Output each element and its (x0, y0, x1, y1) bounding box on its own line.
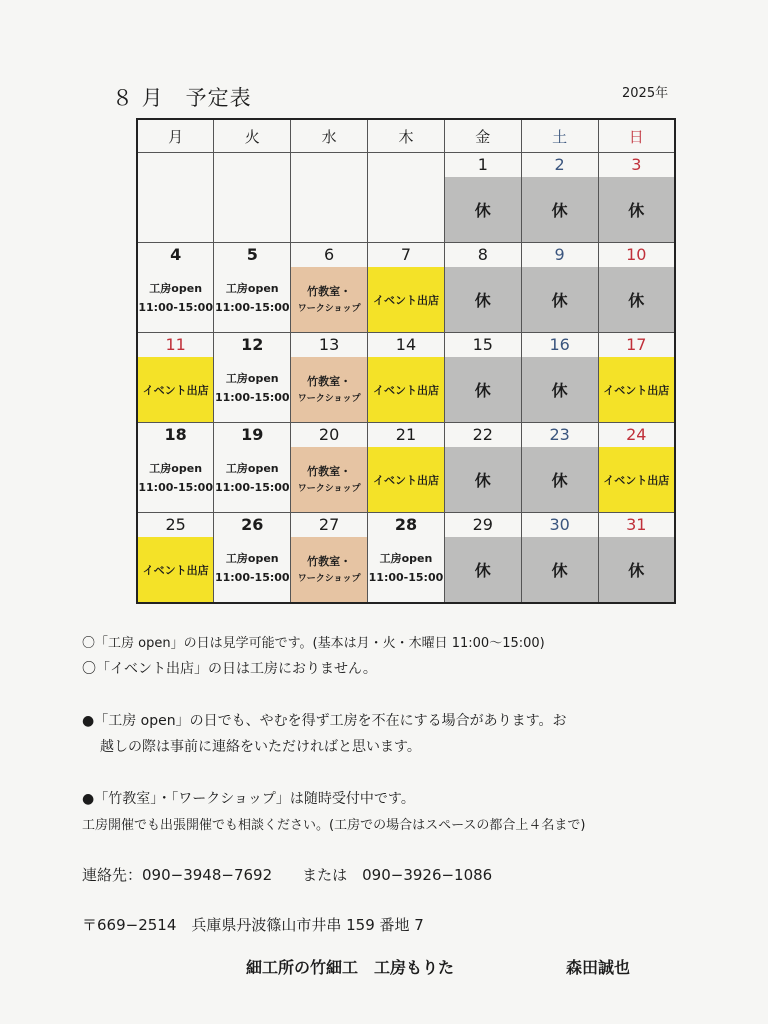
day-cell (521, 243, 598, 333)
day-cell (291, 423, 368, 513)
day-number: 9 (554, 245, 565, 264)
day-number: 15 (472, 335, 493, 354)
day-number: 27 (318, 515, 340, 534)
day-cell (598, 243, 675, 333)
day-content (291, 267, 367, 332)
page-title: ８ 月 予定表 (112, 86, 252, 110)
class-label: 竹教室・ (307, 374, 352, 388)
day-content (445, 357, 521, 422)
event-label: イベント出店 (372, 293, 439, 307)
closed-label: 休 (474, 471, 491, 490)
empty-day-cell (137, 153, 214, 243)
day-content (522, 177, 598, 242)
day-cell (368, 333, 445, 423)
day-number: 6 (324, 245, 335, 264)
day-content (368, 357, 444, 422)
day-cell (368, 423, 445, 513)
day-content (291, 447, 367, 512)
open-hours: 11:00-15:00 (214, 300, 290, 314)
workshop-open-label: 工房open (379, 551, 433, 565)
day-cell (137, 243, 214, 333)
day-cell (214, 243, 291, 333)
day-number: 10 (626, 245, 647, 264)
day-cell (137, 333, 214, 423)
closed-label: 休 (474, 201, 491, 220)
day-number: 2 (554, 155, 565, 174)
day-number: 29 (472, 515, 493, 534)
day-cell (291, 513, 368, 604)
day-cell (598, 333, 675, 423)
day-content (599, 447, 674, 512)
workshop-open-label: 工房open (149, 281, 203, 295)
contact-address: 〒669−2514 兵庫県丹波篠山市井串 159 番地 7 (82, 916, 424, 934)
day-content (214, 267, 290, 332)
event-label: イベント出店 (372, 473, 439, 487)
day-cell (368, 243, 445, 333)
open-hours: 11:00-15:00 (214, 390, 290, 404)
day-number: 30 (549, 515, 570, 534)
day-number: 25 (165, 515, 186, 534)
day-number: 19 (241, 425, 264, 444)
class-label: 竹教室・ (307, 464, 352, 478)
closed-label: 休 (474, 291, 491, 310)
event-label: イベント出店 (142, 383, 209, 397)
day-content (599, 357, 674, 422)
workshop-open-label: 工房open (225, 551, 279, 565)
class-label: 竹教室・ (307, 284, 352, 298)
event-label: イベント出店 (372, 383, 439, 397)
day-content (522, 357, 598, 422)
day-content (138, 447, 213, 512)
day-cell (137, 513, 214, 604)
event-label: イベント出店 (603, 473, 670, 487)
calendar-week-row (137, 153, 675, 243)
calendar-body (137, 153, 675, 604)
day-content (445, 447, 521, 512)
day-number: 7 (400, 245, 412, 264)
day-cell (444, 333, 521, 423)
day-number: 4 (170, 245, 182, 264)
weekday-header: 月 (137, 119, 214, 153)
weekday-header: 木 (368, 119, 445, 153)
day-number: 31 (626, 515, 647, 534)
note-absence-2: 越しの際は事前に連絡をいただければと思います。 (100, 739, 421, 755)
open-hours: 11:00-15:00 (214, 480, 290, 494)
day-content (291, 537, 367, 602)
day-cell (444, 243, 521, 333)
day-number: 16 (549, 335, 570, 354)
day-cell (598, 513, 675, 604)
day-cell (444, 513, 521, 604)
day-number: 1 (477, 155, 488, 174)
day-cell (214, 513, 291, 604)
day-number: 21 (395, 425, 417, 444)
workshop-label: ワークショップ (297, 393, 361, 404)
note-classes: ●「竹教室」・「ワークショップ」は随時受付中です。 (82, 791, 415, 807)
calendar-week-row (137, 333, 675, 423)
day-content (599, 537, 674, 602)
workshop-open-label: 工房open (225, 371, 279, 385)
day-cell (598, 153, 675, 243)
closed-label: 休 (551, 201, 568, 220)
class-label: 竹教室・ (307, 554, 352, 568)
closed-label: 休 (628, 561, 645, 580)
closed-label: 休 (551, 471, 568, 490)
day-number: 13 (318, 335, 340, 354)
day-content (138, 537, 213, 602)
weekday-header-row (137, 119, 675, 153)
open-hours: 11:00-15:00 (138, 480, 213, 494)
day-cell (598, 423, 675, 513)
day-number: 18 (164, 425, 187, 444)
day-content (368, 537, 444, 602)
day-cell (521, 513, 598, 604)
weekday-header: 土 (521, 119, 598, 153)
closed-label: 休 (474, 561, 491, 580)
day-content (214, 537, 290, 602)
day-content (138, 357, 213, 422)
day-content (214, 447, 290, 512)
empty-day-cell (368, 153, 445, 243)
open-hours: 11:00-15:00 (214, 570, 290, 584)
day-number: 12 (241, 335, 264, 354)
event-label: イベント出店 (603, 383, 670, 397)
day-number: 26 (241, 515, 264, 534)
day-cell (214, 423, 291, 513)
workshop-open-label: 工房open (225, 461, 279, 475)
day-content (445, 177, 521, 242)
workshop-label: ワークショップ (297, 573, 361, 584)
day-cell (137, 423, 214, 513)
contact-phones: 連絡先：090−3948−7692 または 090−3926−1086 (82, 866, 493, 884)
day-cell (368, 513, 445, 604)
day-content (599, 177, 674, 242)
day-content (522, 447, 598, 512)
weekday-header: 火 (214, 119, 291, 153)
empty-day-cell (214, 153, 291, 243)
day-number: 14 (395, 335, 417, 354)
day-number: 17 (626, 335, 647, 354)
workshop-label: ワークショップ (297, 483, 361, 494)
year-label: 2025年 (622, 86, 669, 101)
day-cell (521, 153, 598, 243)
note-event-days: 〇「イベント出店」の日は工房におりません。 (82, 661, 377, 677)
calendar-week-row (137, 243, 675, 333)
day-content (291, 357, 367, 422)
day-content (522, 267, 598, 332)
closed-label: 休 (628, 201, 645, 220)
day-number: 8 (477, 245, 488, 264)
weekday-header: 金 (444, 119, 521, 153)
closed-label: 休 (551, 561, 568, 580)
closed-label: 休 (551, 291, 568, 310)
day-content (445, 267, 521, 332)
weekday-header: 日 (598, 119, 675, 153)
closed-label: 休 (474, 381, 491, 400)
day-content (368, 267, 444, 332)
day-cell (444, 153, 521, 243)
day-number: 23 (549, 425, 570, 444)
note-open-days: 〇「工房 open」の日は見学可能です。(基本は月・火・木曜日 11:00〜15:00) (82, 636, 545, 651)
day-cell (521, 423, 598, 513)
event-label: イベント出店 (142, 563, 209, 577)
closed-label: 休 (628, 291, 645, 310)
day-number: 3 (631, 155, 642, 174)
workshop-open-label: 工房open (149, 461, 203, 475)
day-number: 11 (165, 335, 186, 354)
day-cell (291, 243, 368, 333)
open-hours: 11:00-15:00 (368, 570, 444, 584)
calendar-week-row (137, 513, 675, 604)
note-absence-1: ●「工房 open」の日でも、やむを得ず工房を不在にする場合があります。お (82, 713, 567, 729)
owner-name: 森田誠也 (566, 958, 631, 977)
day-number: 28 (394, 515, 418, 534)
day-content (138, 267, 213, 332)
day-content (368, 447, 444, 512)
closed-label: 休 (551, 381, 568, 400)
day-number: 20 (318, 425, 340, 444)
day-cell (521, 333, 598, 423)
day-content (522, 537, 598, 602)
calendar-table (136, 118, 676, 604)
day-number: 22 (472, 425, 493, 444)
shop-name: 細工所の竹細工 工房もりた (246, 958, 455, 977)
day-cell (444, 423, 521, 513)
weekday-header: 水 (291, 119, 368, 153)
empty-day-cell (291, 153, 368, 243)
day-cell (291, 333, 368, 423)
day-number: 24 (626, 425, 647, 444)
note-class-booking: 工房開催でも出張開催でも相談ください。(工房での場合はスペースの都合上４名まで) (82, 818, 586, 833)
workshop-label: ワークショップ (297, 303, 361, 314)
calendar-week-row (137, 423, 675, 513)
day-number: 5 (246, 245, 258, 264)
day-cell (214, 333, 291, 423)
workshop-open-label: 工房open (225, 281, 279, 295)
day-content (214, 357, 290, 422)
day-content (599, 267, 674, 332)
day-content (445, 537, 521, 602)
open-hours: 11:00-15:00 (138, 300, 213, 314)
